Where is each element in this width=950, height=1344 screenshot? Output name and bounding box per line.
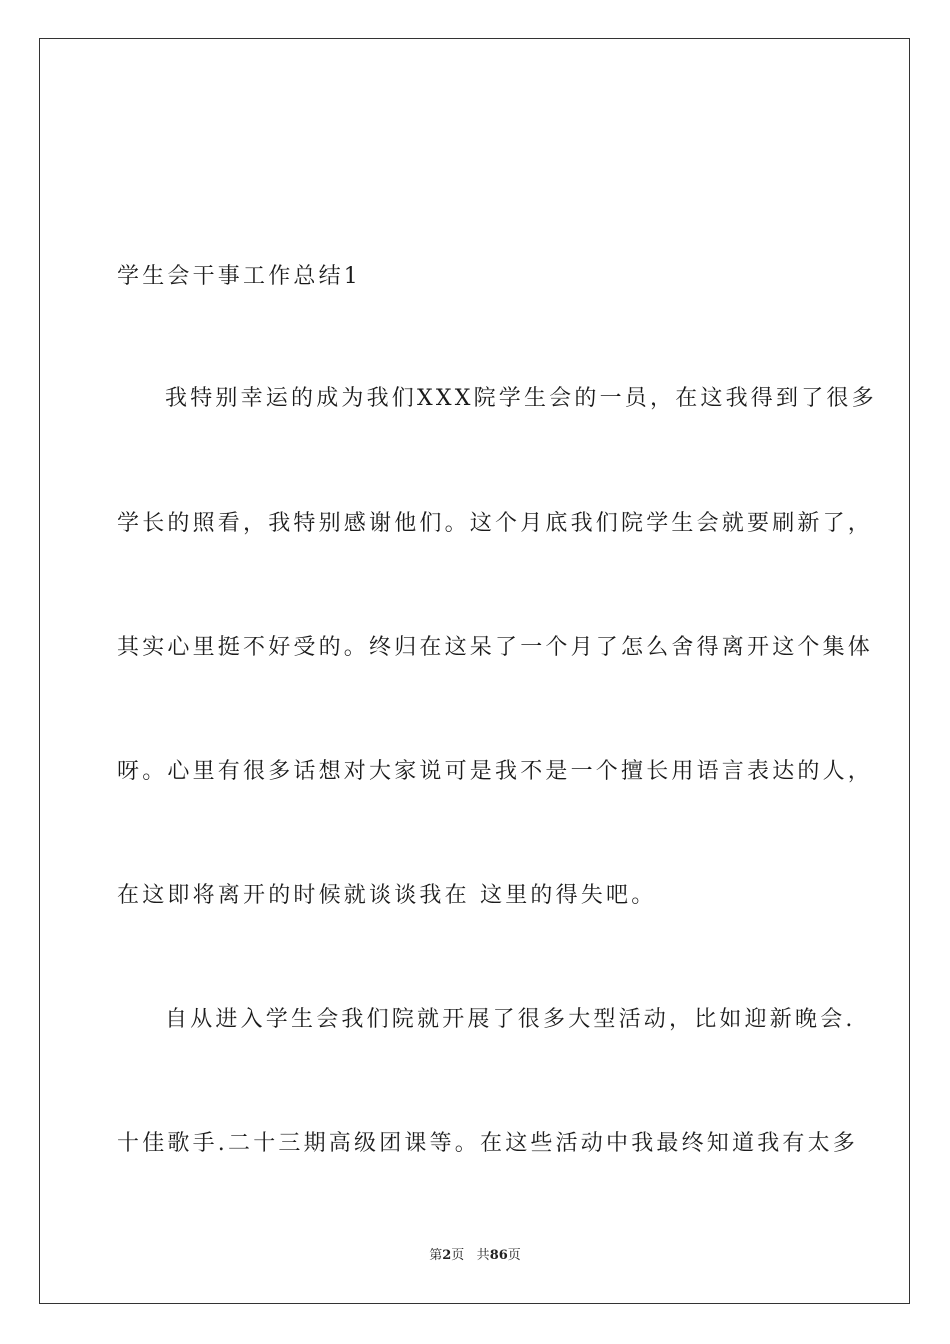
paragraph-line-6: 自从进入学生会我们院就开展了很多大型活动，比如迎新晚会.: [165, 1007, 856, 1032]
paragraph-line-7: 十佳歌手.二十三期高级团课等。在这些活动中我最终知道我有太多: [117, 1131, 858, 1156]
paragraph-line-3: 其实心里挺不好受的。终归在这呆了一个月了怎么舍得离开这个集体: [117, 635, 874, 660]
paragraph-line-5: 在这即将离开的时候就谈谈我在 这里的得失吧。: [117, 883, 657, 908]
paragraph-line-4: 呀。心里有很多话想对大家说可是我不是一个擅长用语言表达的人，: [117, 759, 874, 784]
footer-total-prefix: 共: [476, 1248, 490, 1263]
footer-page-prefix: 第: [429, 1248, 443, 1263]
page-footer: [0, 1247, 950, 1265]
paragraph-line-2: 学长的照看，我特别感谢他们。这个月底我们院学生会就要刷新了，: [117, 511, 874, 536]
footer-page-suffix: 页: [451, 1248, 465, 1263]
footer-total-pages: 86: [489, 1248, 508, 1263]
document-title: 学生会干事工作总结1: [117, 264, 361, 289]
page-frame: [39, 38, 910, 1304]
footer-total-suffix: 页: [507, 1248, 521, 1263]
paragraph-line-1: 我特别幸运的成为我们XXX院学生会的一员，在这我得到了很多: [165, 386, 877, 411]
footer-page-number: 2: [442, 1248, 452, 1263]
